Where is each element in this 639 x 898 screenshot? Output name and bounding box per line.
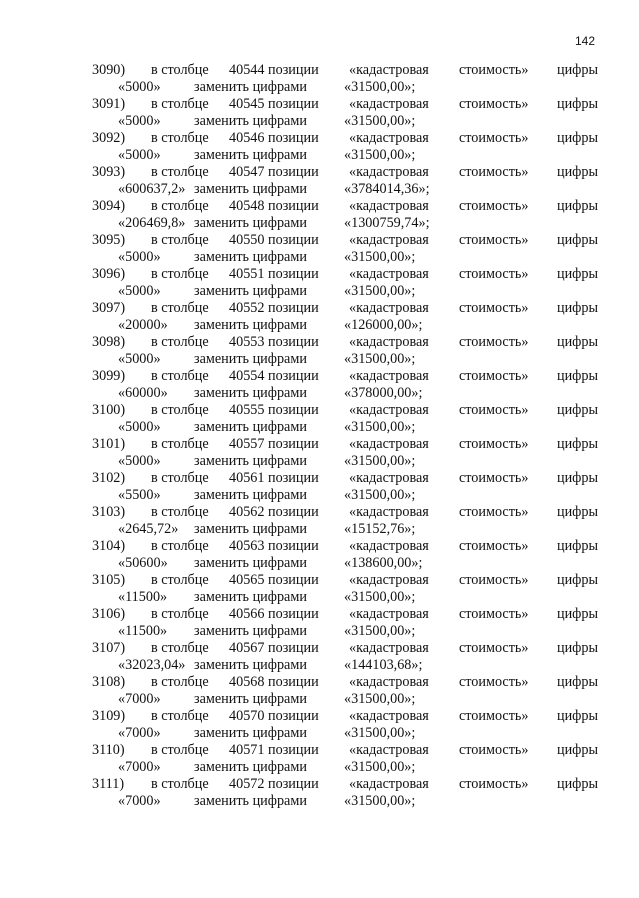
item-number: 3090) [92, 62, 126, 78]
figures-text: цифры [557, 164, 599, 180]
in-column-text: в столбце [151, 504, 209, 520]
position-ref [229, 606, 319, 623]
cadastral-text: «кадастровая [349, 470, 429, 486]
new-value: «31500,00»; [344, 147, 416, 163]
item-number: 3098) [92, 334, 126, 350]
position-word: позиции [268, 470, 319, 486]
in-column-text: в столбце [151, 334, 209, 350]
new-value: «31500,00»; [344, 487, 416, 503]
figures-text: цифры [557, 62, 599, 78]
old-value: «5000» [118, 79, 161, 95]
cadastral-text: «кадастровая [349, 164, 429, 180]
cadastral-text: «кадастровая [349, 266, 429, 282]
old-value: «7000» [118, 793, 161, 809]
position-code: 40561 [229, 470, 265, 486]
in-column-text: в столбце [151, 232, 209, 248]
amendment-item [0, 62, 639, 96]
amendment-item [0, 164, 639, 198]
position-ref [229, 164, 319, 181]
new-value: «31500,00»; [344, 79, 416, 95]
amendment-item [0, 198, 639, 232]
item-number: 3107) [92, 640, 126, 656]
amendment-item [0, 504, 639, 538]
item-number: 3093) [92, 164, 126, 180]
cost-text: стоимость» [459, 606, 529, 622]
in-column-text: в столбце [151, 198, 209, 214]
position-word: позиции [268, 368, 319, 384]
amendment-item [0, 96, 639, 130]
amendment-item [0, 300, 639, 334]
replace-text: заменить цифрами [194, 623, 307, 639]
figures-text: цифры [557, 96, 599, 112]
new-value: «31500,00»; [344, 419, 416, 435]
position-word: позиции [268, 538, 319, 554]
old-value: «11500» [118, 589, 168, 605]
figures-text: цифры [557, 402, 599, 418]
cost-text: стоимость» [459, 640, 529, 656]
in-column-text: в столбце [151, 742, 209, 758]
figures-text: цифры [557, 232, 599, 248]
new-value: «31500,00»; [344, 623, 416, 639]
position-word: позиции [268, 334, 319, 350]
amendment-item [0, 232, 639, 266]
cost-text: стоимость» [459, 436, 529, 452]
in-column-text: в столбце [151, 674, 209, 690]
position-ref [229, 572, 319, 589]
position-ref [229, 674, 319, 691]
old-value: «7000» [118, 759, 161, 775]
new-value: «15152,76»; [344, 521, 416, 537]
in-column-text: в столбце [151, 62, 209, 78]
figures-text: цифры [557, 266, 599, 282]
position-code: 40563 [229, 538, 265, 554]
new-value: «126000,00»; [344, 317, 423, 333]
new-value: «3784014,36»; [344, 181, 430, 197]
cadastral-text: «кадастровая [349, 708, 429, 724]
cost-text: стоимость» [459, 232, 529, 248]
replace-text: заменить цифрами [194, 147, 307, 163]
cadastral-text: «кадастровая [349, 334, 429, 350]
position-word: позиции [268, 300, 319, 316]
position-ref [229, 232, 319, 249]
position-word: позиции [268, 504, 319, 520]
position-code: 40567 [229, 640, 265, 656]
position-ref [229, 96, 319, 113]
figures-text: цифры [557, 504, 599, 520]
figures-text: цифры [557, 606, 599, 622]
cadastral-text: «кадастровая [349, 62, 429, 78]
replace-text: заменить цифрами [194, 657, 307, 673]
old-value: «50600» [118, 555, 168, 571]
new-value: «31500,00»; [344, 113, 416, 129]
position-word: позиции [268, 266, 319, 282]
amendment-item [0, 130, 639, 164]
position-code: 40562 [229, 504, 265, 520]
position-ref [229, 538, 319, 555]
item-number: 3108) [92, 674, 126, 690]
figures-text: цифры [557, 198, 599, 214]
position-word: позиции [268, 572, 319, 588]
replace-text: заменить цифрами [194, 181, 307, 197]
cadastral-text: «кадастровая [349, 436, 429, 452]
old-value: «32023,04» [118, 657, 186, 673]
position-word: позиции [268, 742, 319, 758]
old-value: «5000» [118, 351, 161, 367]
position-code: 40545 [229, 96, 265, 112]
position-ref [229, 62, 319, 79]
new-value: «31500,00»; [344, 589, 416, 605]
item-number: 3099) [92, 368, 126, 384]
cadastral-text: «кадастровая [349, 640, 429, 656]
item-number: 3103) [92, 504, 126, 520]
position-ref [229, 198, 319, 215]
in-column-text: в столбце [151, 130, 209, 146]
in-column-text: в столбце [151, 164, 209, 180]
old-value: «5000» [118, 249, 161, 265]
position-ref [229, 130, 319, 147]
position-word: позиции [268, 164, 319, 180]
item-number: 3105) [92, 572, 126, 588]
in-column-text: в столбце [151, 538, 209, 554]
figures-text: цифры [557, 776, 599, 792]
old-value: «2645,72» [118, 521, 179, 537]
item-number: 3095) [92, 232, 126, 248]
cadastral-text: «кадастровая [349, 130, 429, 146]
cadastral-text: «кадастровая [349, 606, 429, 622]
item-number: 3102) [92, 470, 126, 486]
cadastral-text: «кадастровая [349, 572, 429, 588]
position-code: 40548 [229, 198, 265, 214]
position-ref [229, 436, 319, 453]
figures-text: цифры [557, 334, 599, 350]
old-value: «7000» [118, 691, 161, 707]
figures-text: цифры [557, 572, 599, 588]
item-number: 3106) [92, 606, 126, 622]
new-value: «31500,00»; [344, 249, 416, 265]
in-column-text: в столбце [151, 96, 209, 112]
figures-text: цифры [557, 640, 599, 656]
position-code: 40565 [229, 572, 265, 588]
cost-text: стоимость» [459, 198, 529, 214]
in-column-text: в столбце [151, 776, 209, 792]
replace-text: заменить цифрами [194, 419, 307, 435]
replace-text: заменить цифрами [194, 79, 307, 95]
amendment-list [0, 62, 639, 810]
item-number: 3091) [92, 96, 126, 112]
in-column-text: в столбце [151, 640, 209, 656]
old-value: «20000» [118, 317, 168, 333]
position-word: позиции [268, 436, 319, 452]
position-code: 40551 [229, 266, 265, 282]
position-ref [229, 368, 319, 385]
cost-text: стоимость» [459, 334, 529, 350]
old-value: «600637,2» [118, 181, 186, 197]
new-value: «31500,00»; [344, 351, 416, 367]
in-column-text: в столбце [151, 470, 209, 486]
old-value: «206469,8» [118, 215, 186, 231]
position-ref [229, 334, 319, 351]
position-word: позиции [268, 776, 319, 792]
old-value: «5000» [118, 113, 161, 129]
replace-text: заменить цифрами [194, 725, 307, 741]
replace-text: заменить цифрами [194, 521, 307, 537]
cost-text: стоимость» [459, 266, 529, 282]
position-code: 40552 [229, 300, 265, 316]
old-value: «60000» [118, 385, 168, 401]
amendment-item [0, 776, 639, 810]
cadastral-text: «кадастровая [349, 538, 429, 554]
position-word: позиции [268, 640, 319, 656]
amendment-item [0, 470, 639, 504]
position-word: позиции [268, 708, 319, 724]
replace-text: заменить цифрами [194, 453, 307, 469]
item-number: 3111) [92, 776, 125, 792]
position-code: 40566 [229, 606, 265, 622]
figures-text: цифры [557, 470, 599, 486]
position-ref [229, 300, 319, 317]
old-value: «5000» [118, 283, 161, 299]
cadastral-text: «кадастровая [349, 96, 429, 112]
figures-text: цифры [557, 742, 599, 758]
amendment-item [0, 742, 639, 776]
position-word: позиции [268, 674, 319, 690]
item-number: 3097) [92, 300, 126, 316]
position-code: 40553 [229, 334, 265, 350]
figures-text: цифры [557, 300, 599, 316]
new-value: «31500,00»; [344, 453, 416, 469]
in-column-text: в столбце [151, 402, 209, 418]
amendment-item [0, 572, 639, 606]
figures-text: цифры [557, 674, 599, 690]
new-value: «378000,00»; [344, 385, 423, 401]
cost-text: стоимость» [459, 504, 529, 520]
old-value: «5000» [118, 147, 161, 163]
cost-text: стоимость» [459, 300, 529, 316]
position-code: 40572 [229, 776, 265, 792]
position-code: 40547 [229, 164, 265, 180]
in-column-text: в столбце [151, 572, 209, 588]
in-column-text: в столбце [151, 708, 209, 724]
old-value: «11500» [118, 623, 168, 639]
item-number: 3110) [92, 742, 125, 758]
item-number: 3100) [92, 402, 126, 418]
amendment-item [0, 708, 639, 742]
new-value: «31500,00»; [344, 793, 416, 809]
position-code: 40570 [229, 708, 265, 724]
replace-text: заменить цифрами [194, 759, 307, 775]
cost-text: стоимость» [459, 674, 529, 690]
amendment-item [0, 368, 639, 402]
replace-text: заменить цифрами [194, 351, 307, 367]
page-number: 142 [575, 34, 596, 48]
cadastral-text: «кадастровая [349, 504, 429, 520]
replace-text: заменить цифрами [194, 793, 307, 809]
replace-text: заменить цифрами [194, 589, 307, 605]
replace-text: заменить цифрами [194, 113, 307, 129]
position-ref [229, 402, 319, 419]
replace-text: заменить цифрами [194, 317, 307, 333]
position-ref [229, 504, 319, 521]
in-column-text: в столбце [151, 368, 209, 384]
cadastral-text: «кадастровая [349, 776, 429, 792]
item-number: 3109) [92, 708, 126, 724]
amendment-item [0, 402, 639, 436]
old-value: «5000» [118, 453, 161, 469]
cadastral-text: «кадастровая [349, 402, 429, 418]
cost-text: стоимость» [459, 708, 529, 724]
item-number: 3094) [92, 198, 126, 214]
new-value: «138600,00»; [344, 555, 423, 571]
replace-text: заменить цифрами [194, 249, 307, 265]
old-value: «5000» [118, 419, 161, 435]
item-number: 3092) [92, 130, 126, 146]
amendment-item [0, 538, 639, 572]
cost-text: стоимость» [459, 402, 529, 418]
position-word: позиции [268, 130, 319, 146]
cadastral-text: «кадастровая [349, 368, 429, 384]
replace-text: заменить цифрами [194, 487, 307, 503]
amendment-item [0, 334, 639, 368]
amendment-item [0, 640, 639, 674]
position-word: позиции [268, 606, 319, 622]
new-value: «31500,00»; [344, 283, 416, 299]
in-column-text: в столбце [151, 266, 209, 282]
replace-text: заменить цифрами [194, 283, 307, 299]
position-code: 40571 [229, 742, 265, 758]
figures-text: цифры [557, 436, 599, 452]
position-code: 40555 [229, 402, 265, 418]
position-ref [229, 266, 319, 283]
new-value: «31500,00»; [344, 759, 416, 775]
position-ref [229, 640, 319, 657]
cadastral-text: «кадастровая [349, 742, 429, 758]
cost-text: стоимость» [459, 538, 529, 554]
item-number: 3104) [92, 538, 126, 554]
position-word: позиции [268, 232, 319, 248]
cadastral-text: «кадастровая [349, 198, 429, 214]
position-ref [229, 470, 319, 487]
replace-text: заменить цифрами [194, 555, 307, 571]
amendment-item [0, 674, 639, 708]
in-column-text: в столбце [151, 300, 209, 316]
position-ref [229, 776, 319, 793]
position-word: позиции [268, 96, 319, 112]
cost-text: стоимость» [459, 742, 529, 758]
position-code: 40554 [229, 368, 265, 384]
position-code: 40557 [229, 436, 265, 452]
replace-text: заменить цифрами [194, 385, 307, 401]
position-word: позиции [268, 198, 319, 214]
amendment-item [0, 266, 639, 300]
in-column-text: в столбце [151, 606, 209, 622]
new-value: «31500,00»; [344, 691, 416, 707]
figures-text: цифры [557, 708, 599, 724]
cost-text: стоимость» [459, 470, 529, 486]
figures-text: цифры [557, 130, 599, 146]
cadastral-text: «кадастровая [349, 300, 429, 316]
new-value: «144103,68»; [344, 657, 423, 673]
cost-text: стоимость» [459, 164, 529, 180]
position-code: 40544 [229, 62, 265, 78]
replace-text: заменить цифрами [194, 691, 307, 707]
position-ref [229, 742, 319, 759]
cost-text: стоимость» [459, 572, 529, 588]
cost-text: стоимость» [459, 62, 529, 78]
amendment-item [0, 606, 639, 640]
item-number: 3096) [92, 266, 126, 282]
figures-text: цифры [557, 368, 599, 384]
position-ref [229, 708, 319, 725]
cost-text: стоимость» [459, 368, 529, 384]
cadastral-text: «кадастровая [349, 232, 429, 248]
replace-text: заменить цифрами [194, 215, 307, 231]
position-word: позиции [268, 62, 319, 78]
position-word: позиции [268, 402, 319, 418]
old-value: «5500» [118, 487, 161, 503]
new-value: «31500,00»; [344, 725, 416, 741]
cost-text: стоимость» [459, 130, 529, 146]
amendment-item [0, 436, 639, 470]
position-code: 40550 [229, 232, 265, 248]
position-code: 40546 [229, 130, 265, 146]
cost-text: стоимость» [459, 776, 529, 792]
position-code: 40568 [229, 674, 265, 690]
item-number: 3101) [92, 436, 126, 452]
old-value: «7000» [118, 725, 161, 741]
figures-text: цифры [557, 538, 599, 554]
new-value: «1300759,74»; [344, 215, 430, 231]
cost-text: стоимость» [459, 96, 529, 112]
in-column-text: в столбце [151, 436, 209, 452]
cadastral-text: «кадастровая [349, 674, 429, 690]
